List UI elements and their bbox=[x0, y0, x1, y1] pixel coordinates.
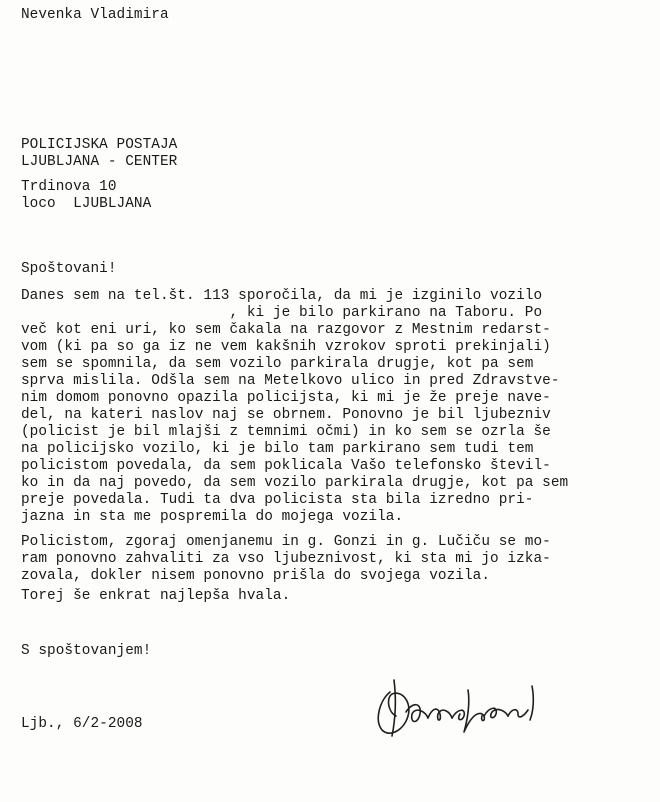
body-line-16: ram ponovno zahvaliti za vso ljubeznivost, ki sta mi jo izka- bbox=[21, 551, 551, 567]
body-line-9: (policist je bil mlajši z temnimi očmi) in ko sem se ozrla še bbox=[21, 424, 551, 440]
body-line-15: Policistom, zgoraj omenjanemu in g. Gonzi in g. Lučiču se mo- bbox=[21, 534, 551, 550]
body-line-11: policistom povedala, da sem poklicala Vašo telefonsko števil- bbox=[21, 458, 551, 474]
body-line-14: jazna in sta me pospremila do mojega vozila. bbox=[21, 509, 404, 525]
recipient-street: Trdinova 10 bbox=[21, 179, 117, 195]
body-line-8: del, na kateri naslov naj se obrnem. Ponovno je bil ljubezniv bbox=[21, 407, 551, 423]
recipient-line-1: POLICIJSKA POSTAJA bbox=[21, 137, 178, 153]
body-line-18: Torej še enkrat najlepša hvala. bbox=[21, 588, 291, 604]
body-line-7: nim domom ponovno opazila policijsta, ki mi je že preje nave- bbox=[21, 390, 551, 406]
body-line-1: Danes sem na tel.št. 113 sporočila, da mi je izginilo vozilo bbox=[21, 288, 543, 304]
body-line-4: vom (ki pa so ga iz ne vem kakšnih vzrokov sproti prekinjali) bbox=[21, 339, 551, 355]
body-line-17: zovala, dokler nisem ponovno prišla do svojega vozila. bbox=[21, 568, 491, 584]
body-line-3: več kot eni uri, ko sem čakala na razgovor z Mestnim redarst- bbox=[21, 322, 551, 338]
salutation: Spoštovani! bbox=[21, 261, 117, 277]
body-line-13: preje povedala. Tudi ta dva policista sta bila izredno pri- bbox=[21, 492, 534, 508]
recipient-line-2: LJUBLJANA - CENTER bbox=[21, 154, 178, 170]
closing: S spoštovanjem! bbox=[21, 643, 152, 659]
body-line-12: ko in da naj povedo, da sem vozilo parkirala drugje, kot pa sem bbox=[21, 475, 569, 491]
body-line-2: , ki je bilo parkirano na Taboru. Po bbox=[21, 305, 543, 321]
body-line-6: sprva mislila. Odšla sem na Metelkovo ulico in pred Zdravstve- bbox=[21, 373, 560, 389]
handwritten-signature bbox=[372, 672, 552, 742]
recipient-city: loco LJUBLJANA bbox=[21, 196, 152, 212]
place-date: Ljb., 6/2-2008 bbox=[21, 716, 143, 732]
body-line-10: na policijsko vozilo, ki je bilo tam parkirano sem tudi tem bbox=[21, 441, 534, 457]
body-line-5: sem se spomnila, da sem vozilo parkirala drugje, kot pa sem bbox=[21, 356, 534, 372]
sender-name: Nevenka Vladimira bbox=[21, 7, 169, 23]
